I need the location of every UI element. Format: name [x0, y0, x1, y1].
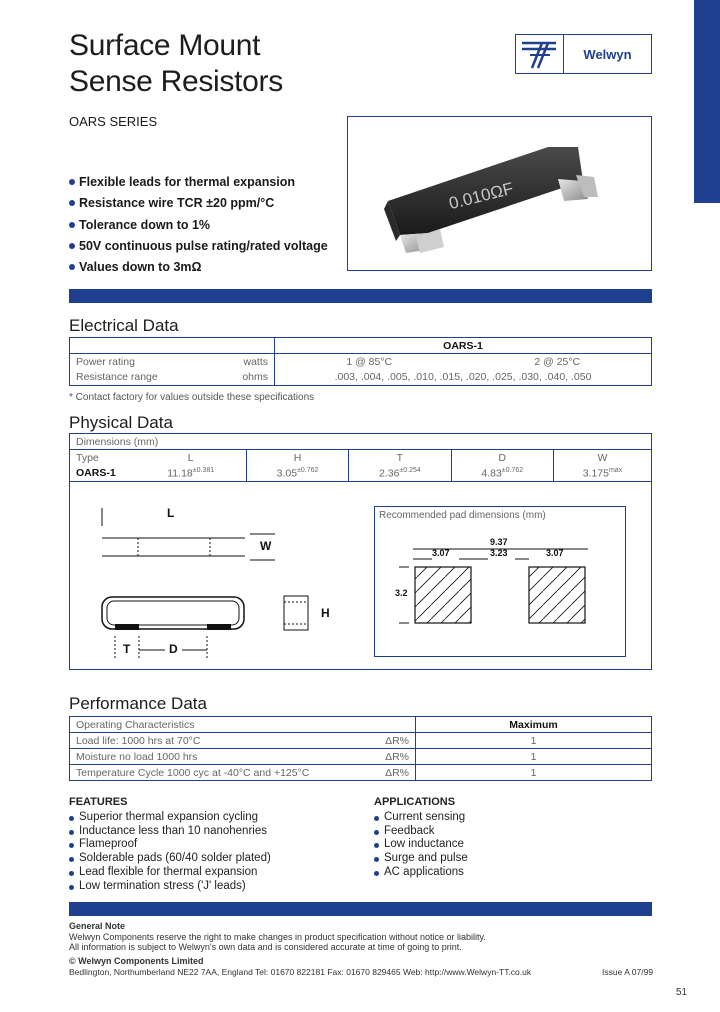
power-rating-value-2: 2 @ 25°C — [534, 355, 581, 368]
maximum-header: Maximum — [416, 717, 652, 733]
table-row: Moisture no load 1000 hrs ΔR% — [76, 750, 409, 763]
max-value: 1 — [416, 749, 652, 765]
list-item: AC applications — [374, 866, 644, 880]
features-heading: FEATURES — [69, 796, 128, 808]
page-number: 51 — [676, 987, 688, 998]
pad-title: Recommended pad dimensions (mm) — [379, 510, 546, 521]
applications-heading: APPLICATIONS — [374, 796, 456, 808]
type-header: Type — [76, 451, 99, 464]
section-divider-band — [69, 289, 652, 303]
list-item: Current sensing — [374, 811, 644, 825]
footer-divider-band — [69, 902, 652, 916]
l-header: L — [187, 451, 194, 464]
side-accent-bar — [694, 0, 720, 203]
electrical-heading: Electrical Data — [69, 316, 179, 335]
part-marking: 0.010ΩF — [446, 178, 516, 214]
table-row: Temperature Cycle 1000 cyc at -40°C and +125°C ΔR% — [76, 766, 409, 779]
dimensions-label: Dimensions (mm) — [76, 435, 159, 448]
table-row — [70, 370, 275, 386]
dim-label-l: L — [167, 506, 175, 520]
max-value: 1 — [416, 733, 652, 749]
resistance-range-label: Resistance range — [76, 371, 158, 384]
pad-dimensions-box — [374, 506, 626, 657]
bullet-item: Resistance wire TCR ±20 ppm/°C — [69, 193, 339, 214]
pad-layout-drawing — [375, 507, 625, 656]
dim-label-d: D — [169, 642, 178, 656]
product-photo — [347, 116, 652, 271]
features-list — [69, 796, 359, 894]
d-header: D — [451, 450, 553, 466]
contact-note: * Contact factory for values outside these specifications — [69, 392, 315, 403]
power-rating-unit: watts — [243, 355, 268, 368]
list-item: Feedback — [374, 825, 644, 839]
issue-label: Issue A 07/99 — [602, 967, 654, 977]
performance-table — [69, 716, 652, 781]
dim-label-w: W — [260, 539, 272, 553]
table-row — [70, 354, 275, 370]
w-value: $3.175^{max}$ — [553, 466, 651, 482]
resistor-outline-drawing — [70, 460, 370, 670]
pad-gap-dim: 3.23 — [490, 548, 508, 558]
dim-label-t: T — [123, 642, 131, 656]
bullet-item: Flexible leads for thermal expansion — [69, 172, 339, 193]
list-item: Low termination stress ('J' leads) — [69, 880, 359, 894]
list-item: Surge and pulse — [374, 852, 644, 866]
company-name: © Welwyn Components Limited — [69, 956, 204, 966]
list-item: Flameproof — [69, 838, 359, 852]
series-label: OARS SERIES — [69, 114, 158, 129]
pad-width-dim: 3.07 — [432, 548, 450, 558]
t-value: $2.36^{\pm 0.254}$ — [349, 466, 451, 482]
t-header: T — [349, 450, 451, 466]
d-value: $4.83^{\pm 0.762}$ — [451, 466, 553, 482]
max-value: 1 — [416, 765, 652, 781]
resistance-range-values: .003, .004, .005, .010, .015, .020, .025, .030, .040, .050 — [275, 370, 652, 386]
general-note-2: All information is subject to Welwyn's own data and is considered accurate at time of going to print. — [69, 942, 462, 952]
tt-logo-icon — [516, 35, 564, 73]
general-note-1: Welwyn Components reserve the right to make changes in product specification without notice or liability. — [69, 932, 486, 942]
pad-width2-dim: 3.07 — [546, 548, 564, 558]
resistance-range-unit: ohms — [242, 371, 268, 384]
page-title — [69, 28, 283, 100]
l-value: $11.18^{\pm 0.381}$ — [167, 467, 215, 480]
pad-height-dim: 3.2 — [395, 588, 408, 598]
list-item: Solderable pads (60/40 solder plated) — [69, 852, 359, 866]
oars1-column-header: OARS-1 — [275, 338, 652, 354]
list-item: Low inductance — [374, 838, 644, 852]
company-address: Bedlington, Northumberland NE22 7AA, England Tel: 01670 822181 Fax: 01670 829465 Web: http://www.Welwyn-TT.co.uk — [69, 967, 532, 977]
operating-characteristics-header: Operating Characteristics — [76, 718, 195, 731]
list-item: Inductance less than 10 nanohenries — [69, 825, 359, 839]
pad-overall-dim: 9.37 — [490, 537, 508, 547]
applications-list — [374, 796, 644, 880]
type-value: OARS-1 — [76, 467, 116, 480]
h-header: H — [246, 450, 348, 466]
welwyn-logo — [515, 34, 652, 74]
w-header: W — [553, 450, 651, 466]
electrical-table — [69, 337, 652, 386]
list-item: Superior thermal expansion cycling — [69, 811, 359, 825]
title-line-1: Surface Mount — [69, 29, 261, 62]
power-rating-label: Power rating — [76, 355, 135, 368]
logo-text: Welwyn — [583, 46, 632, 62]
bullet-item: Tolerance down to 1% — [69, 215, 339, 236]
physical-heading: Physical Data — [69, 413, 173, 432]
list-item: Lead flexible for thermal expansion — [69, 866, 359, 880]
bullet-item: Values down to 3mΩ — [69, 257, 339, 278]
performance-heading: Performance Data — [69, 694, 207, 713]
table-row: Load life: 1000 hrs at 70°C ΔR% — [76, 734, 409, 747]
h-value: $3.05^{\pm 0.762}$ — [246, 466, 348, 482]
feature-bullets — [69, 172, 339, 278]
dim-label-h: H — [321, 606, 330, 620]
title-line-2: Sense Resistors — [69, 65, 283, 98]
bullet-item: 50V continuous pulse rating/rated voltage — [69, 236, 339, 257]
power-rating-value-1: 1 @ 85°C — [275, 354, 464, 370]
general-note-title: General Note — [69, 921, 126, 931]
